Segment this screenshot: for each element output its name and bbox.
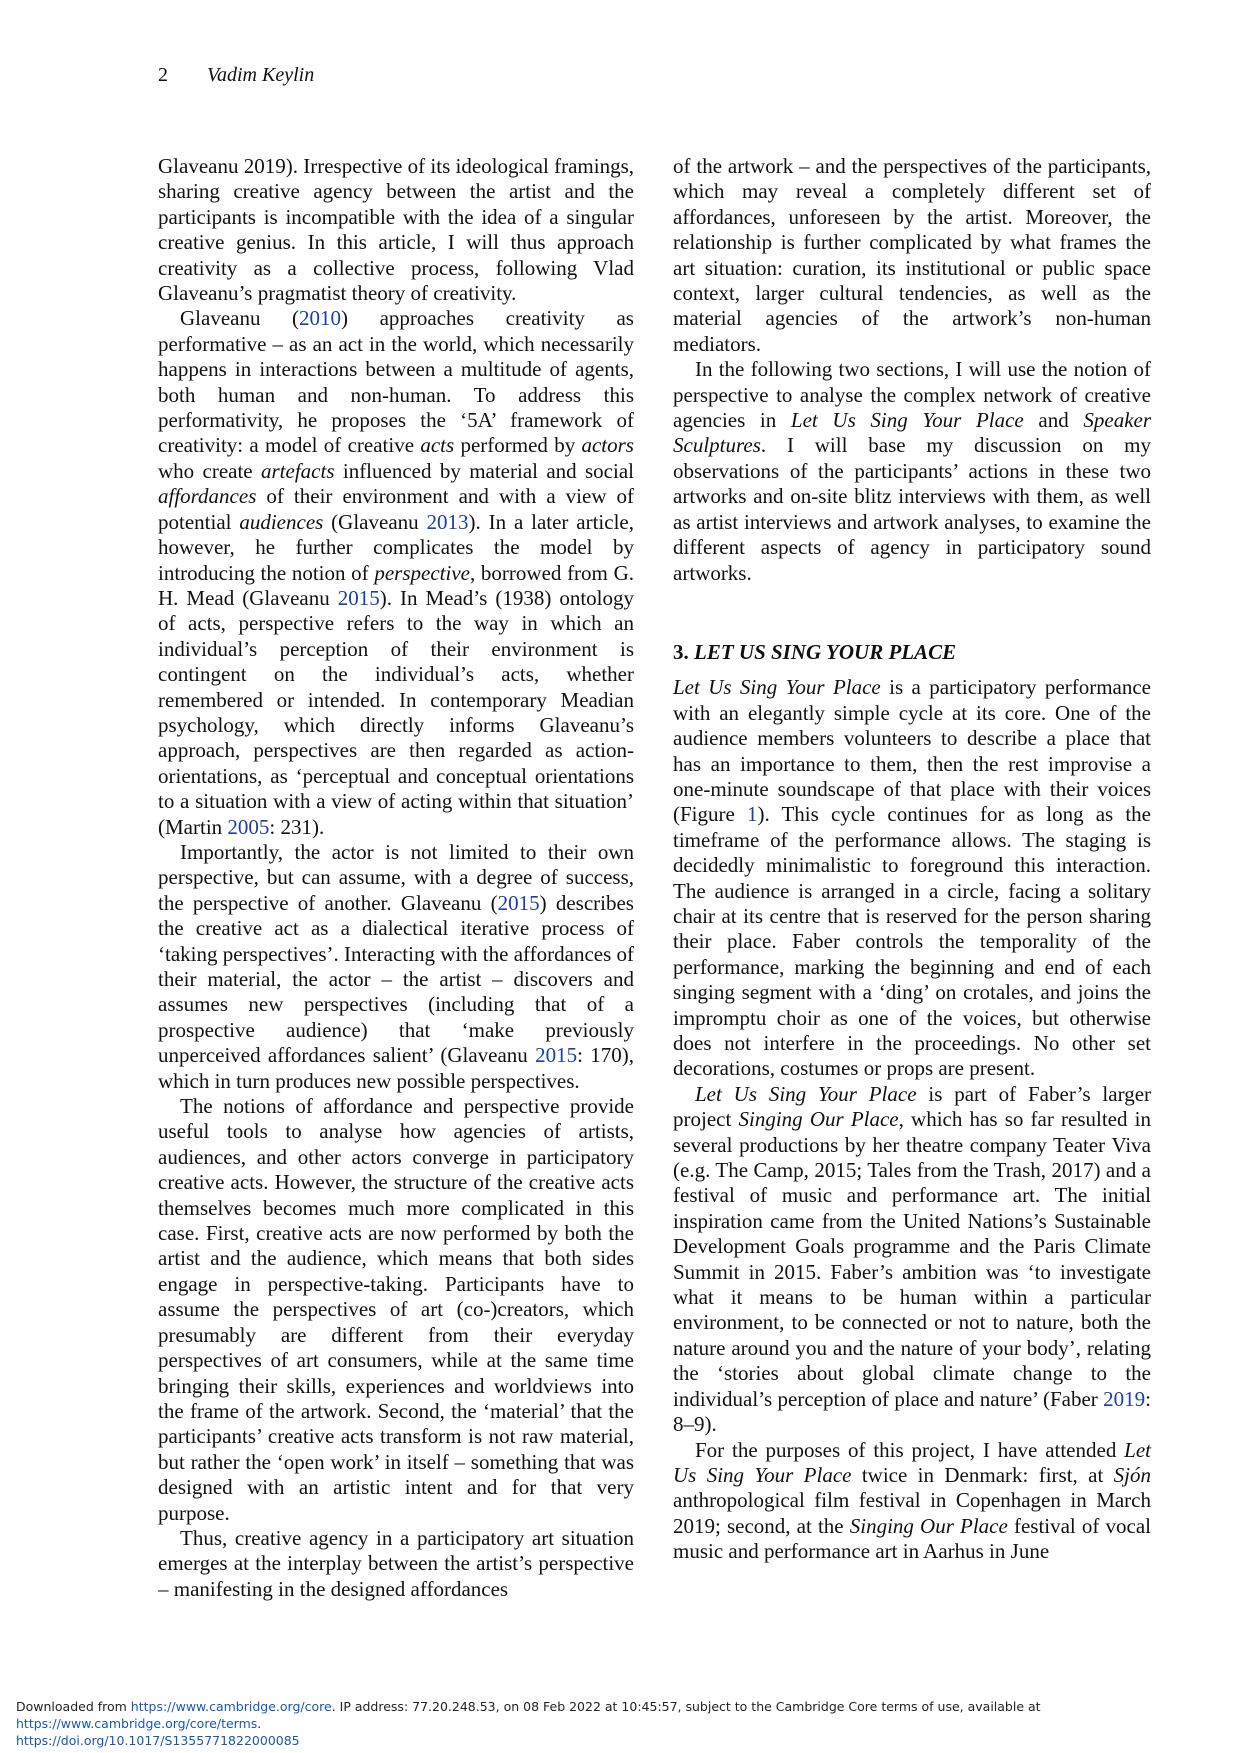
emphasis: Let Us Sing Your Place [695, 1081, 917, 1106]
emphasis: Speaker Sculptures [673, 408, 1152, 458]
emphasis: acts [420, 433, 455, 458]
text: ). In a later article, however, he further complicates the model by introducing the notion of [158, 509, 634, 585]
running-head [158, 64, 314, 87]
emphasis: Let Us Sing Your Place [673, 675, 881, 700]
page-number: 2 [158, 64, 168, 86]
text: . I will base my discussion on my observations of the participants’ actions in these two artworks and on-site blitz interviews with them, as well as artist interviews and artwork analyses, to examine the different aspects of agency in participatory sound artworks. [673, 433, 1151, 585]
citation-link[interactable]: 2010 [299, 306, 342, 331]
figure-link[interactable]: 1 [746, 802, 758, 827]
text: Glaveanu ( [180, 306, 300, 331]
emphasis: affordances [158, 484, 257, 509]
paragraph [673, 1082, 1151, 1438]
emphasis: audiences [239, 509, 324, 534]
text: , borrowed from G. H. Mead (Glaveanu [158, 560, 634, 610]
text: who create [158, 458, 261, 483]
footer-line [16, 1698, 1226, 1732]
text: . IP address: 77.20.248.53, on 08 Feb 2022 at 10:45:57, subject to the Cambridge Core terms of use, available at [331, 1699, 1041, 1714]
emphasis: actors [581, 433, 634, 458]
paragraph [673, 357, 1151, 586]
text: twice in Denmark: first, at [851, 1462, 1114, 1487]
text: ) approaches creativity as performative – as an act in the world, which necessarily happens in interactions between a multitude of agents, both human and non-human. To address this performativity, he proposes the ‘5A’ framework of creativity: a model of creative [158, 306, 634, 458]
text: : 231). [269, 814, 325, 839]
footer-line [16, 1732, 1226, 1749]
citation-link[interactable]: 2013 [426, 509, 469, 534]
text: In the following two sections, I will use the notion of perspective to analyse the complex network of creative agencies in [673, 357, 1151, 433]
paragraph [673, 1438, 1151, 1565]
doi-link[interactable]: https://doi.org/10.1017/S1355771822000085 [16, 1733, 300, 1748]
text: ). This cycle continues for as long as the timeframe of the performance allows. The staging is decidedly minimalistic to foreground this interaction. The audience is arranged in a circle, facing a solitary chair at its centre that is reserved for the person sharing their place. Faber controls the temporality of the performance, marking the beginning and end of each singing segment with a ‘ding’ on crotales, and joins the impromptu choir as one of the voices, but otherwise does not interfere in the proceedings. No other set decorations, costumes or props are present. [673, 802, 1151, 1081]
text: For the purposes of this project, I have attended [695, 1437, 1125, 1462]
text: , which has so far resulted in several productions by her theatre company Teater Viva (e.g. The Camp, 2015; Tales from the Trash, 2017) and a festival of music and performance art. The initial inspiration came from the United Nations’s Sustainable Development Goals programme and the Paris Climate Summit in 2015. Faber’s ambition was ‘to investigate what it means to be human within a particular environment, to be connected or not to nature, both the nature around you and the nature of your body’, relating the ‘stories about global climate change to the individual’s perception of place and nature’ (Faber [673, 1107, 1152, 1411]
text: of their environment and with a view of potential [158, 484, 634, 534]
download-footer [16, 1698, 1226, 1749]
emphasis: Let Us Sing Your Place [790, 408, 1024, 433]
text: and [1023, 408, 1084, 433]
text: performed by [454, 433, 582, 458]
emphasis: Singing Our Place [849, 1513, 1008, 1538]
section-heading [673, 640, 1151, 665]
text: is a participatory performance with an elegantly simple cycle at its core. One of the audience members volunteers to describe a place that has an importance to them, then the rest improvise a one-minute soundscape of that place with their voices (Figure [673, 675, 1152, 827]
text: (Glaveanu [323, 509, 427, 534]
paragraph [673, 675, 1151, 1082]
cambridge-core-link[interactable]: https://www.cambridge.org/core [130, 1699, 332, 1714]
emphasis: perspective [374, 560, 470, 585]
paragraph: of the artwork – and the perspectives of the participants, which may reveal a completely different set of affordances, unforeseen by the artist. Moreover, the relationship is further complicated by what frames the art situation: curation, its institutional or public space context, larger cultural tendencies, as well as the material agencies of the artwork’s non-human mediators. [673, 154, 1151, 356]
paragraph [158, 306, 634, 840]
left-column [158, 154, 634, 1602]
citation-link[interactable]: 2015 [535, 1043, 578, 1068]
paragraph [158, 840, 634, 1094]
paragraph: The notions of affordance and perspective provide useful tools to analyse how agencies of artists, audiences, and other actors converge in participatory creative acts. However, the structure of the creative acts themselves becomes much more complicated in this case. First, creative acts are now performed by both the artist and the audience, which means that both sides engage in perspective-taking. Participants have to assume the perspectives of art (co-)creators, which presumably are different from their everyday perspectives of art consumers, while at the same time bringing their skills, experiences and worldviews into the frame of the artwork. Second, the ‘material’ that the participants’ creative acts transform is not raw material, but rather the ‘open work’ in itself – something that was designed with an artistic intent and for that very purpose. [158, 1094, 634, 1525]
text: influenced by material and social [334, 458, 634, 483]
text: . [257, 1716, 262, 1731]
citation-link[interactable]: 2015 [337, 585, 380, 610]
emphasis: artefacts [261, 458, 335, 483]
paragraph: Thus, creative agency in a participatory art situation emerges at the interplay between the artist’s perspective – manifesting in the designed affordances [158, 1525, 634, 1601]
text: : 8–9). [673, 1386, 1151, 1437]
emphasis: Let Us Sing Your Place [673, 1437, 1151, 1487]
emphasis: Singing Our Place [738, 1107, 899, 1132]
text: festival of vocal music and performance art in Aarhus in June [673, 1513, 1152, 1564]
running-head-author: Vadim Keylin [207, 64, 315, 86]
right-column [673, 154, 1151, 1565]
section-title: LET US SING YOUR PLACE [694, 639, 957, 664]
citation-link[interactable]: 2015 [497, 890, 540, 915]
citation-link[interactable]: 2019 [1103, 1386, 1146, 1411]
section-number: 3. [673, 639, 689, 664]
text: anthropological film festival in Copenhagen in March 2019; second, at the [673, 1488, 1151, 1538]
text: ) describes the creative act as a dialectical iterative process of ‘taking perspectives’. Interacting with the affordances of their material, the actor – the artist – discovers and assumes new perspectives (including that of a prospective audience) that ‘make previously unperceived affordances salient’ (Glaveanu [158, 890, 635, 1068]
paragraph: Glaveanu 2019). Irrespective of its ideological framings, sharing creative agency between the artist and the participants is incompatible with the idea of a singular creative genius. In this article, I will thus approach creativity as a collective process, following Vlad Glaveanu’s pragmatist theory of creativity. [158, 154, 634, 306]
text: is part of Faber’s larger project [673, 1081, 1152, 1132]
text: : 170), which in turn produces new possible perspectives. [158, 1043, 635, 1093]
terms-link[interactable]: https://www.cambridge.org/core/terms [16, 1716, 258, 1731]
text: Importantly, the actor is not limited to their own perspective, but can assume, with a degree of success, the perspective of another. Glaveanu ( [158, 839, 634, 915]
emphasis: Sjón [1113, 1462, 1151, 1487]
citation-link[interactable]: 2005 [227, 814, 270, 839]
text: Downloaded from [16, 1699, 131, 1714]
text: ). In Mead’s (1938) ontology of acts, perspective refers to the way in which an individual’s perception of their environment is contingent on the individual’s acts, whether remembered or intended. In contemporary Meadian psychology, which directly informs Glaveanu’s approach, perspectives are then regarded as action-orientations, as ‘perceptual and conceptual orientations to a situation with a view of acting within that situation’ (Martin [158, 585, 635, 839]
